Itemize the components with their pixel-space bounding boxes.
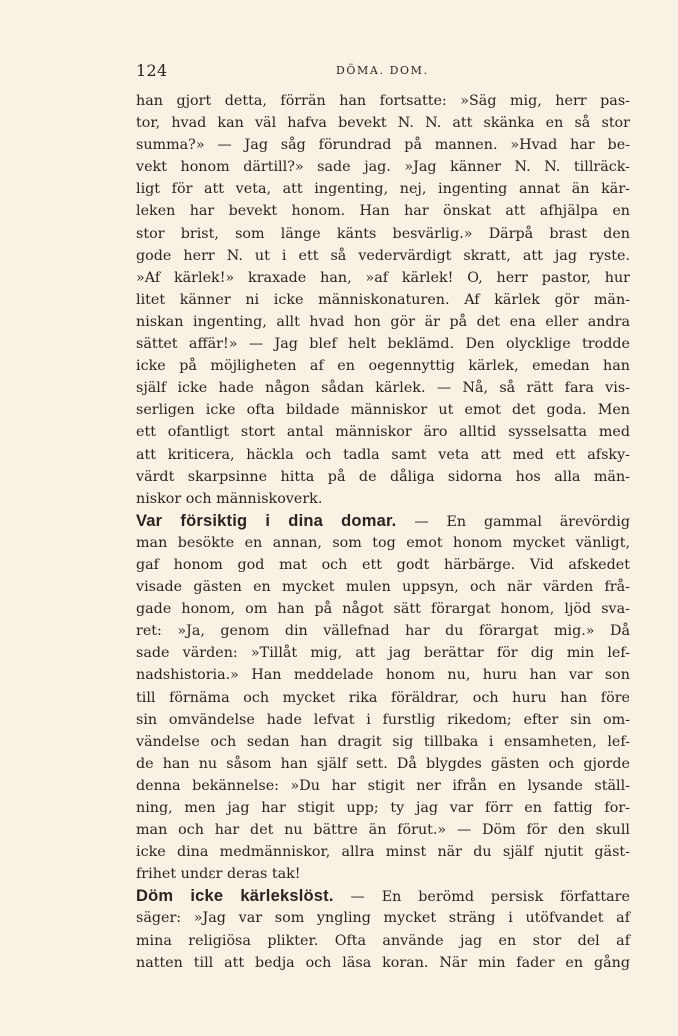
text-line: vekt honom därtill?» sade jag. »Jag känner N. N. tillräck- xyxy=(136,159,630,176)
text-line: de han nu såsom han själf sett. Då blygdes gästen och gjorde xyxy=(136,755,630,772)
text-line: visade gästen en mycket mulen uppsyn, och när värden frå- xyxy=(136,579,630,596)
text-line: till förnäma och mycket rika föräldrar, och huru han före xyxy=(136,689,630,706)
text-line: gode herr N. ut i ett så vedervärdigt skratt, att jag ryste. xyxy=(136,247,630,264)
text-line: stor brist, som länge känts besvärlig.» Därpå brast den xyxy=(136,225,630,242)
heading-line-text: — En gammal ärevördig xyxy=(396,513,630,530)
text-line: själf icke hade någon sådan kärlek. — Nå, så rätt fara vis- xyxy=(136,380,630,397)
text-line: niskan ingenting, allt hvad hon gör är på det ena eller andra xyxy=(136,313,630,330)
text-line: natten till att bedja och läsa koran. När min fader en gång xyxy=(136,954,630,971)
section-heading-line xyxy=(136,510,630,532)
text-line: »Af kärlek!» kraxade han, »af kärlek! O, herr pastor, hur xyxy=(136,269,630,286)
text-line: icke dina medmänniskor, allra minst när du själf njutit gäst- xyxy=(136,844,630,861)
section-heading: Var försiktig i dina domar. xyxy=(136,511,397,530)
text-line: frihet undεr deras tak! xyxy=(136,866,301,883)
text-line: ligt för att veta, att ingenting, nej, ingenting annat än kär- xyxy=(136,181,630,198)
text-line: att kriticera, häckla och tadla samt veta att med ett afsky- xyxy=(136,446,630,463)
section-heading-line xyxy=(136,885,630,907)
text-line: gaf honom god mat och ett godt härbärge. Vid afskedet xyxy=(136,556,630,573)
text-line: vändelse och sedan han dragit sig tillbaka i ensamheten, lef- xyxy=(136,733,630,750)
text-line: mina religiösa plikter. Ofta använde jag en stor del af xyxy=(136,932,630,949)
text-line: denna bekännelse: »Du har stigit ner ifrån en lysande ställ- xyxy=(136,777,630,794)
text-line: niskor och människoverk. xyxy=(136,490,323,507)
text-line: leken har bevekt honom. Han har önskat att afhjälpa en xyxy=(136,203,630,220)
text-line: ett ofantligt stort antal människor äro alltid sysselsatta med xyxy=(136,424,630,441)
text-line: sade värden: »Tillåt mig, att jag berättar för dig min lef- xyxy=(136,645,630,662)
heading-line-text: — En berömd persisk författare xyxy=(333,889,630,906)
section-judge-without-love xyxy=(136,885,630,973)
text-line: säger: »Jag var som yngling mycket sträng i utöfvandet af xyxy=(136,910,630,927)
text-line: han gjort detta, förrän han fortsatte: »Säg mig, herr pas- xyxy=(136,93,630,109)
text-line: man besökte en annan, som tog emot honom mycket vänligt, xyxy=(136,534,630,551)
text-line: sin omvändelse hade lefvat i furstlig rikedom; efter sin om- xyxy=(136,711,630,728)
text-line: ning, men jag har stigit upp; ty jag var förr en fattig for- xyxy=(136,800,630,816)
body-text xyxy=(136,90,630,974)
text-line: ret: »Ja, genom din vällefnad har du förargat mig.» Då xyxy=(136,623,630,640)
text-line: man och har det nu bättre än förut.» — Döm för den skull xyxy=(136,822,630,839)
text-line: tor, hvad kan väl hafva bevekt N. N. att skänka en så stor xyxy=(136,115,630,132)
section-body xyxy=(136,532,630,886)
section-heading: Döm icke kärlekslöst. xyxy=(136,887,334,906)
text-line: nadshistoria.» Han meddelade honom nu, huru han var son xyxy=(136,667,630,684)
text-line: icke på möjligheten af en oegennyttig kärlek, emedan han xyxy=(136,358,630,375)
section-body xyxy=(136,907,630,973)
page-number: 124 xyxy=(136,61,168,80)
section-judge-carefully xyxy=(136,510,630,886)
text-line: litet känner ni icke människonaturen. Af kärlek gör män- xyxy=(136,291,630,308)
text-line: sättet affär!» — Jag blef helt beklämd. Den olycklige trodde xyxy=(136,336,630,353)
text-line: summa?» — Jag såg förundrad på mannen. »Hvad har be- xyxy=(136,137,630,154)
text-line: serligen icke ofta bildade människor ut emot det goda. Men xyxy=(136,402,630,419)
page-header xyxy=(0,61,678,83)
text-line: gade honom, om han på något sätt förargat honom, ljöd sva- xyxy=(136,601,630,618)
paragraph-intro xyxy=(136,90,630,510)
text-line: värdt skarpsinne hitta på de dåliga sidorna hos alla män- xyxy=(136,468,630,485)
running-title: DÖMA. DOM. xyxy=(336,64,429,77)
